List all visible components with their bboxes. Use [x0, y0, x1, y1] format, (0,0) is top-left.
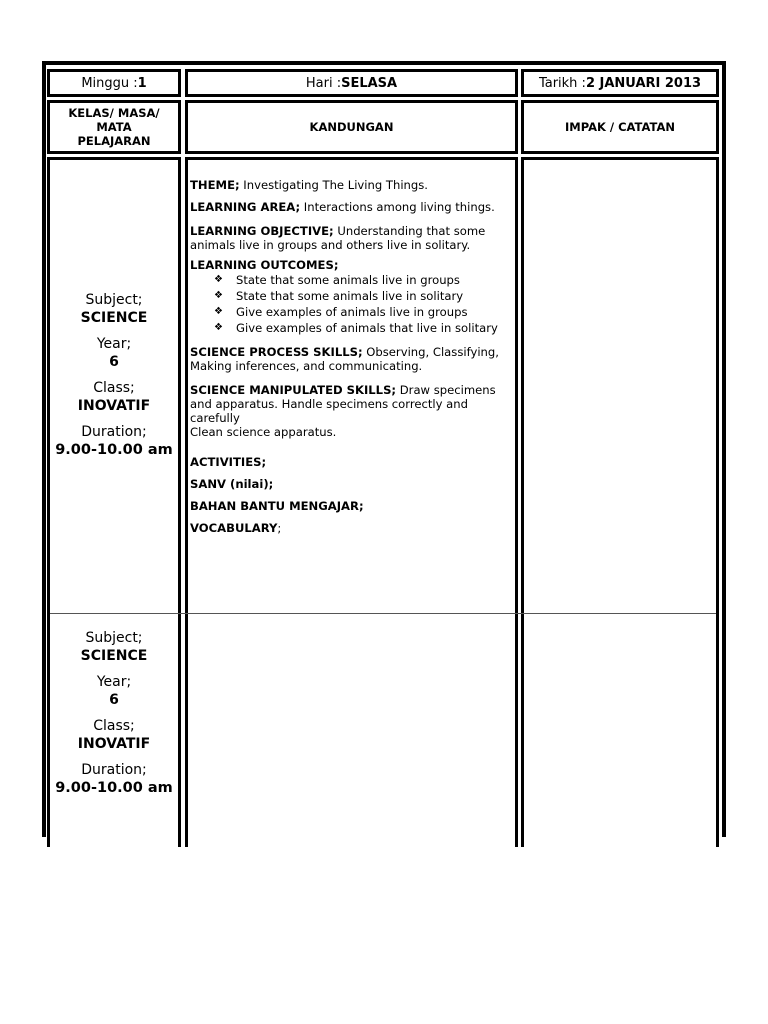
subject-value: SCIENCE: [80, 648, 148, 664]
duration-value: 9.00-10.00 am: [55, 780, 173, 796]
kelas-header: KELAS/ MASA/ MATA PELAJARAN: [47, 100, 181, 154]
list-item: ❖ State that some animals live in groups: [214, 273, 514, 287]
class-value: INOVATIF: [77, 398, 151, 414]
vocabulary-label: VOCABULARY;: [190, 521, 282, 535]
subject-label: Subject;: [85, 292, 143, 308]
minggu-value: 1: [137, 75, 147, 91]
year-label: Year;: [96, 674, 132, 690]
duration-label: Duration;: [81, 424, 147, 440]
learning-outcomes-list: [190, 273, 514, 335]
session-1-info: [50, 291, 178, 467]
class-label: Class;: [93, 718, 135, 734]
list-item: ❖ Give examples of animals live in groups: [214, 305, 514, 319]
minggu-label: Minggu :: [81, 75, 138, 91]
impak-header: IMPAK / CATATAN: [521, 100, 719, 154]
learning-objective-line: LEARNING OBJECTIVE; Understanding that some animals live in groups and others live in solitary.: [190, 224, 486, 252]
year-value: 6: [109, 692, 119, 708]
subject-value: SCIENCE: [80, 310, 148, 326]
manipulated-skills-line: SCIENCE MANIPULATED SKILLS; Draw specimens and apparatus. Handle specimens correctly and carefully: [190, 383, 496, 425]
subject-label: Subject;: [85, 630, 143, 646]
year-label: Year;: [96, 336, 132, 352]
process-skills-line: SCIENCE PROCESS SKILLS; Observing, Classifying, Making inferences, and communicating.: [190, 345, 499, 373]
minggu-cell: [47, 69, 181, 97]
lesson-content: [190, 174, 514, 539]
hari-label: Hari :: [305, 75, 342, 91]
list-item: ❖ State that some animals live in solitary: [214, 289, 514, 303]
duration-value: 9.00-10.00 am: [55, 442, 173, 458]
learning-area-line: LEARNING AREA; Interactions among living things.: [190, 200, 495, 214]
impak-column: [521, 157, 719, 847]
class-value: INOVATIF: [77, 736, 151, 752]
kandungan-header: KANDUNGAN: [185, 100, 518, 154]
class-label: Class;: [93, 380, 135, 396]
theme-line: THEME; Investigating The Living Things.: [190, 178, 428, 192]
sanv-label: SANV (nilai);: [190, 477, 274, 491]
duration-label: Duration;: [81, 762, 147, 778]
learning-outcomes-title: LEARNING OUTCOMES;: [190, 258, 339, 272]
list-item: ❖ Give examples of animals that live in solitary: [214, 321, 514, 335]
year-value: 6: [109, 354, 119, 370]
row-divider: [50, 613, 716, 614]
clean-apparatus-line: Clean science apparatus.: [190, 425, 337, 439]
tarikh-label: Tarikh :: [538, 75, 586, 91]
session-2-info: [50, 629, 178, 805]
bbm-label: BAHAN BANTU MENGAJAR;: [190, 499, 364, 513]
hari-cell: [185, 69, 518, 97]
hari-value: SELASA: [341, 75, 398, 91]
tarikh-value: 2 JANUARI 2013: [585, 75, 702, 91]
tarikh-cell: [521, 69, 719, 97]
activities-label: ACTIVITIES;: [190, 455, 267, 469]
